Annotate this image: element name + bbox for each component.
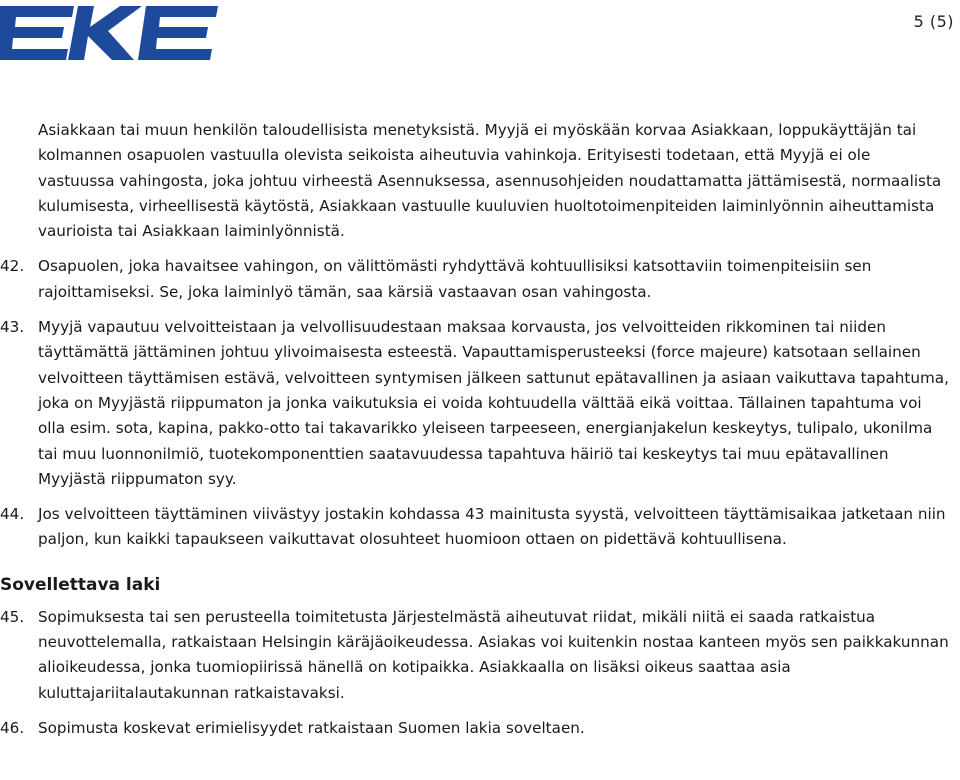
clause-42: [0, 254, 955, 305]
continued-paragraph: Asiakkaan tai muun henkilön taloudellisista menetyksistä. Myyjä ei myöskään korvaa Asiakkaan, loppukäyttäjän tai kolmannen osapuolen vastuulla olevista seikoista aiheutuvia vahinkoja. Erityisesti todetaan, että Myyjä ei ole vastuussa vahingosta, joka johtuu virheestä Asennuksessa, asennusohjeiden noudattamatta jättämisestä, normaalista kulumisesta, virheellisestä käytöstä, Asiakkaan vastuulle kuuluvien huoltotoimenpiteiden laiminlyönnin aiheuttamista vaurioista tai Asiakkaan laiminlyönnistä.: [38, 121, 942, 241]
clause-text: Sopimuksesta tai sen perusteella toimitetusta Järjestelmästä aiheutuvat riidat, mikäli niitä ei saada ratkaistua neuvottelemalla, ratkaistaan Helsingin käräjäoikeudessa. Asiakas voi kuitenkin nostaa kanteen myös sen paikkakunnan alioikeudessa, jonka tuomiopiirissä hänellä on kotipaikka. Asiakkaalla on lisäksi oikeus saattaa asia kuluttajariitalautakunnan ratkaistavaksi.: [38, 607, 949, 702]
clause-46: [0, 716, 955, 741]
clause-number: 46.: [0, 718, 25, 737]
clause-number: 44.: [0, 505, 25, 524]
eke-logo: [0, 6, 218, 60]
clause-text: Myyjä vapautuu velvoitteistaan ja velvollisuudestaan maksaa korvausta, jos velvoitteiden rikkominen tai niiden täyttämättä jättäminen johtuu ylivoimaisesta esteestä. Vapauttamisperusteeksi (force majeure) katsotaan sellainen velvoitteen täyttämisen estävä, velvoitteen syntymisen jälkeen sattunut epätavallinen ja asiaan vaikuttava tapahtuma, joka on Myyjästä riippumaton ja jonka vaikutuksia ei voida kohtuudella välttää eikä voittaa. Tällainen tapahtuma voi olla esim. sota, kapina, pakko-otto tai takavarikko yleiseen tarpeeseen, energianjakelun keskeytys, tulipalo, ukonilma tai muu luonnonilmiö, tuotekomponenttien saatavuudessa tapahtuva häiriö tai keskeytys tai muu epätavallinen Myyjästä riippumaton syy.: [38, 318, 949, 488]
clause-43: [0, 315, 955, 492]
clause-text: Osapuolen, joka havaitsee vahingon, on välittömästi ryhdyttävä kohtuullisiksi katsottaviin toimenpiteisiin sen rajoittamiseksi. Se, joka laiminlyö tämän, saa kärsiä vastaavan osan vahingosta.: [38, 257, 872, 301]
clause-44: [0, 502, 955, 553]
clause-text: Jos velvoitteen täyttäminen viivästyy jostakin kohdassa 43 mainitusta syystä, velvoitteen täyttämisaikaa jatketaan niin paljon, kun kaikki tapaukseen vaikuttavat olosuhteet huomioon ottaen on pidettävä kohtuullisena.: [38, 505, 946, 549]
clause-number: 42.: [0, 257, 25, 276]
clause-45: [0, 605, 955, 706]
page-number: 5 (5): [913, 12, 954, 31]
clause-text: Sopimusta koskevat erimielisyydet ratkaistaan Suomen lakia soveltaen.: [38, 718, 585, 737]
section-heading: Sovellettava laki: [0, 574, 161, 595]
clause-number: 43.: [0, 318, 25, 337]
clause-number: 45.: [0, 607, 25, 626]
document-body: [0, 118, 955, 751]
